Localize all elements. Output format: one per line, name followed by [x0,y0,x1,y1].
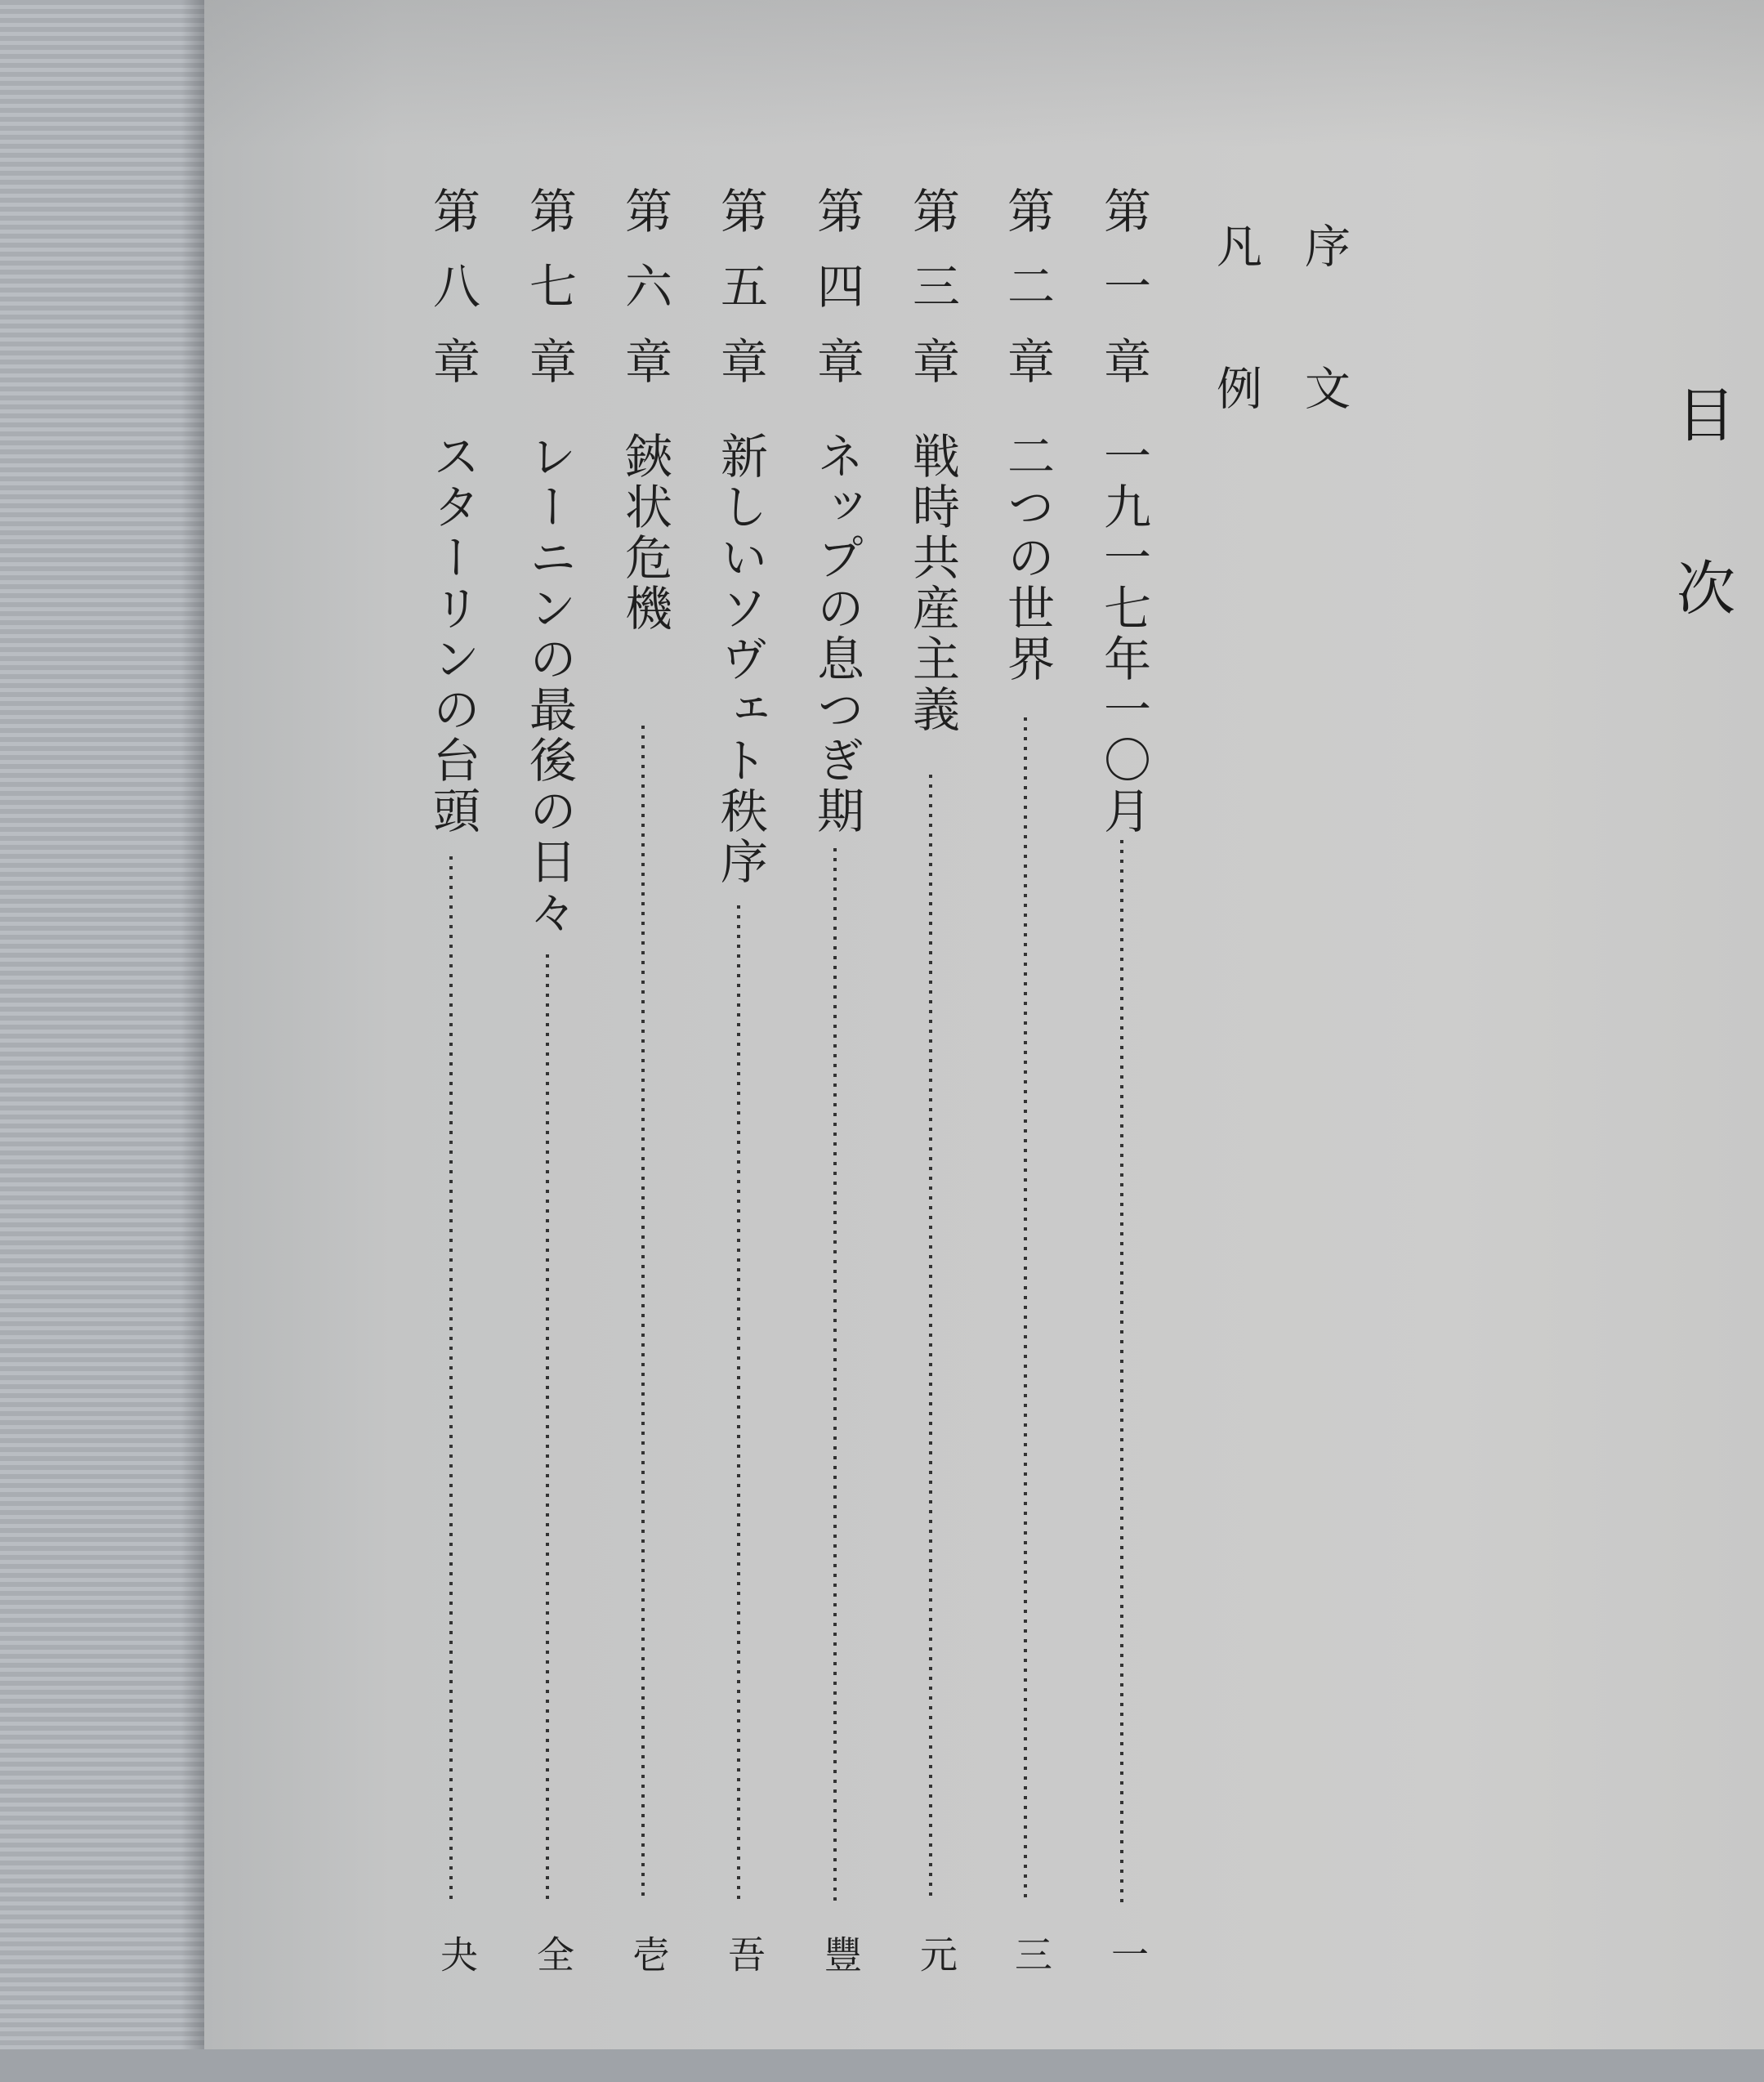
dot-leader [1024,717,1027,1902]
toc-entry [515,186,580,2082]
toc-entry [898,186,963,2082]
dot-leader [641,726,645,1902]
chapter-page-number: 元 [914,1935,958,1973]
chapter-title: レーニンの最後の日々 [521,431,577,938]
dot-leader [1120,840,1123,1902]
chapter-title: 鋏状危機 [617,431,672,634]
chapter-page-number: 一 [1105,1935,1150,1973]
chapter-page-number: 三 [1009,1935,1053,1973]
dot-leader [737,905,740,1902]
chapter-page-number: 豐 [819,1935,863,1973]
toc-entry [706,186,771,2082]
front-matter-notes: 凡例 [1209,222,1262,507]
front-matter-preface: 序文 [1297,222,1351,507]
toc-entry [1089,186,1154,2082]
dot-leader [449,856,453,1902]
page-edge-stack [0,0,204,2049]
chapter-page-number: 夬 [435,1935,479,1973]
chapter-number: 第六章 [617,186,672,412]
toc-entry [802,186,868,2082]
dot-leader [546,954,549,1902]
chapter-title: 二つの世界 [999,431,1055,685]
chapter-number: 第五章 [712,186,768,412]
toc-entry [610,186,676,2082]
chapter-number: 第八章 [425,186,480,412]
chapter-page-number: 全 [531,1935,575,1973]
chapter-title: 戦時共産主義 [904,431,960,735]
chapter-number: 第一章 [1096,186,1151,412]
toc-entry [993,186,1058,2082]
chapter-number: 第四章 [809,186,864,412]
dot-leader [833,848,837,1902]
chapter-title: スターリンの台頭 [425,431,480,837]
chapter-title: 一九一七年一〇月 [1096,431,1151,837]
chapter-number: 第三章 [904,186,960,412]
toc-entry [418,186,484,2082]
chapter-title: ネップの息つぎ期 [809,431,864,837]
toc-title: 目次 [1667,384,1735,730]
chapter-page-number: 吾 [722,1935,766,1973]
chapter-number: 第七章 [521,186,577,412]
book-page [204,0,1764,2049]
chapter-number: 第二章 [999,186,1055,412]
chapter-title: 新しいソヴェト秩序 [712,431,768,887]
chapter-page-number: 壱 [627,1935,671,1973]
dot-leader [929,775,932,1902]
